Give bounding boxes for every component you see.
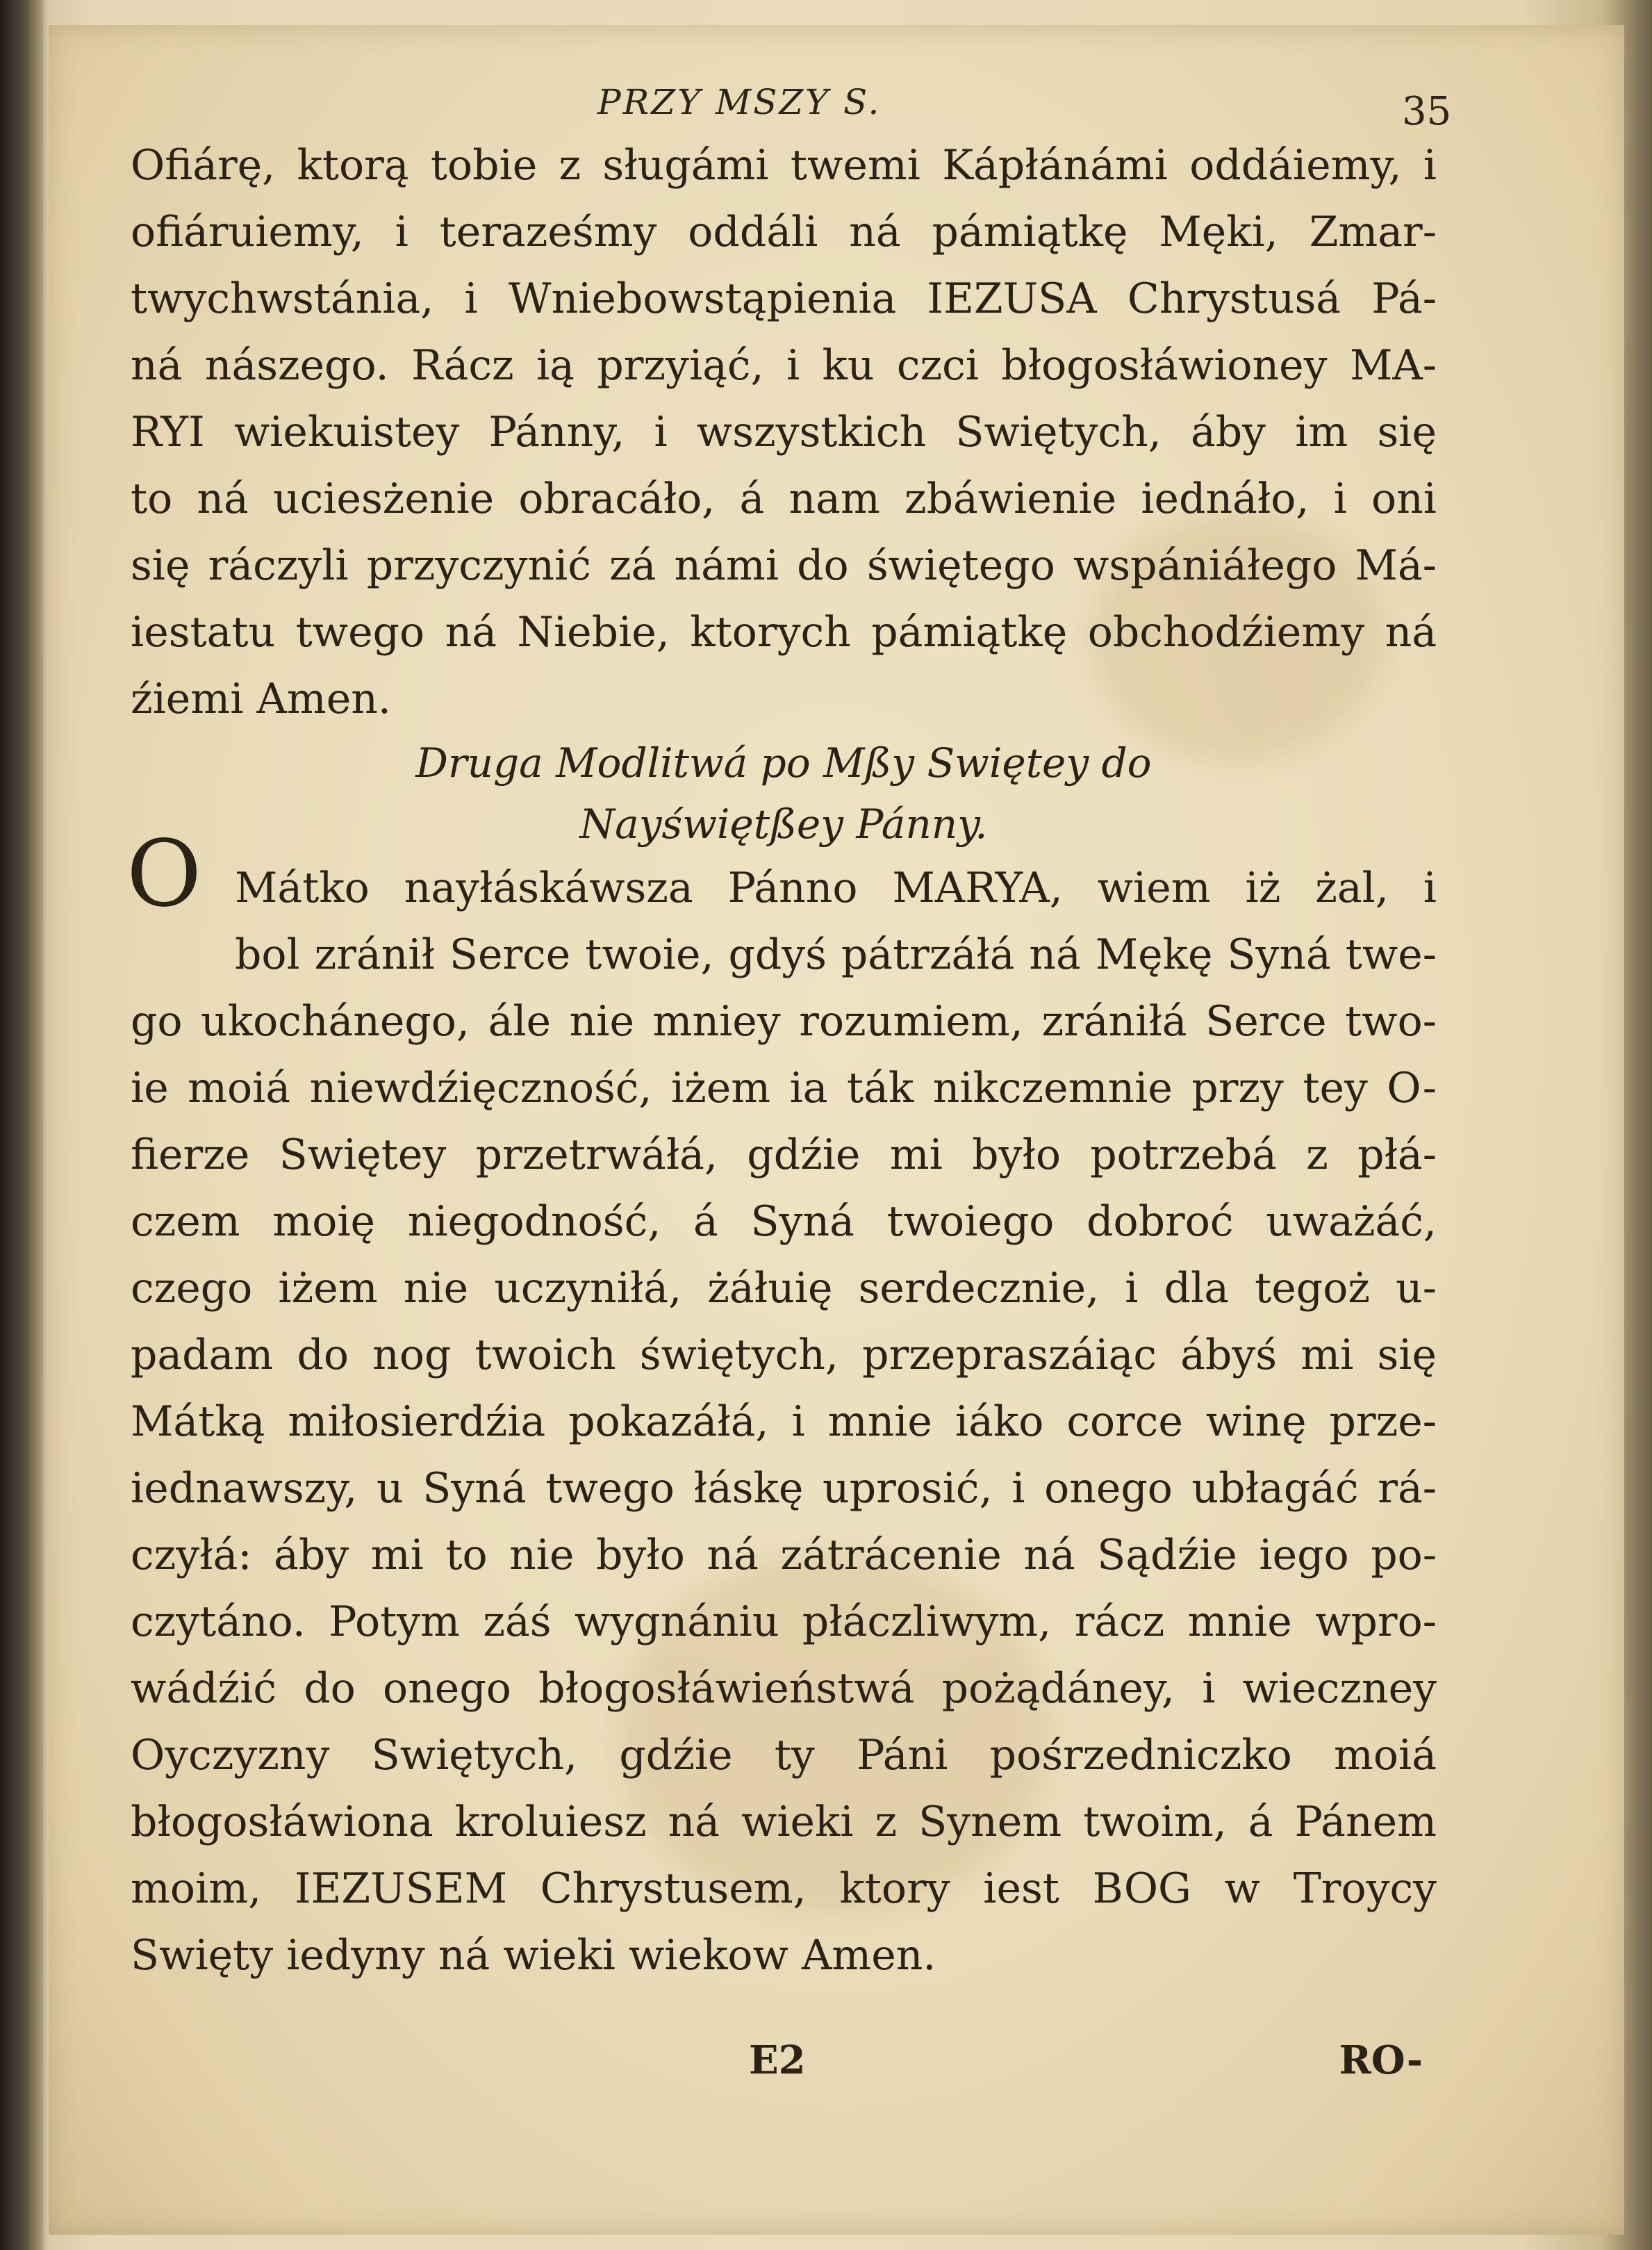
text-line: ie moiá niewdźięczność, iżem ia ták nikczemnie przy tey O-	[131, 1064, 1437, 1112]
text-line: twychwstánia, i Wniebowstąpienia IEZUSA Chrystusá Pá-	[131, 274, 1437, 323]
running-head: PRZY MSZY S.	[597, 82, 882, 122]
text-line: Mátko nayłáskáwsza Pánno MARYA, wiem iż żal, i	[235, 864, 1437, 912]
drop-cap: O	[126, 821, 202, 928]
text-line: iestatu twego ná Niebie, ktorych pámiątkę obchodźiemy ná	[131, 608, 1437, 657]
text-line: iednawszy, u Syná twego łáskę uprosić, i onego ubłagáć rá-	[131, 1464, 1437, 1513]
catchword: RO-	[1339, 2037, 1423, 2083]
text-line: Ofiárę, ktorą tobie z sługámi twemi Kápłánámi oddáiemy, i	[131, 141, 1437, 190]
text-line: ofiáruiemy, i teraześmy oddáli ná pámiątkę Męki, Zmar-	[131, 208, 1437, 256]
text-line: czem moię niegodność, á Syná twoiego dobroć uważáć,	[131, 1197, 1437, 1246]
page-number: 35	[1402, 89, 1452, 134]
text-line: źiemi Amen.	[131, 675, 391, 723]
text-line: fierze Swiętey przetrwáłá, gdźie mi było potrzebá z płá-	[131, 1131, 1437, 1179]
text-line: to ná uciesżenie obracáło, á nam zbáwienie iednáło, i oni	[131, 475, 1437, 523]
text-line: Mátką miłosierdźia pokazáłá, i mnie iáko corce winę prze-	[131, 1397, 1437, 1446]
previous-page-edge	[0, 0, 43, 2250]
signature-mark: E2	[749, 2037, 806, 2083]
prayer-heading: Nayświętßey Pánny.	[579, 800, 988, 848]
text-line: czyłá: áby mi to nie było ná zátrácenie ná Sądźie iego po-	[131, 1531, 1437, 1579]
text-line: moim, IEZUSEM Chrystusem, ktory iest BOG w Troycy	[131, 1864, 1437, 1913]
text-line: go ukochánego, ále nie mniey rozumiem, zrániłá Serce two-	[131, 997, 1437, 1046]
text-line: RYI wiekuistey Pánny, i wszystkich Swiętych, áby im się	[131, 408, 1437, 457]
text-line: padam do nog twoich świętych, przepraszáiąc ábyś mi się	[131, 1331, 1437, 1379]
page-text	[131, 132, 1437, 1989]
text-line: czytáno. Potym záś wygnániu płáczliwym, rácz mnie wpro-	[131, 1598, 1437, 1646]
text-line: błogosłáwiona kroluiesz ná wieki z Synem twoim, á Pánem	[131, 1798, 1437, 1846]
text-line: ná nászego. Rácz ią przyiąć, i ku czci błogosłáwioney MA-	[131, 341, 1437, 390]
text-line: się ráczyli przyczynić zá námi do świętego wspániáłego Má-	[131, 541, 1437, 590]
text-line: bol zránił Serce twoie, gdyś pátrzáłá ná Mękę Syná twe-	[235, 930, 1437, 979]
text-line: czego iżem nie uczyniłá, żáłuię serdecznie, i dla tegoż u-	[131, 1264, 1437, 1313]
prayer-heading: Druga Modlitwá po Mßy Swiętey do	[415, 739, 1152, 787]
text-line: Oyczyzny Swiętych, gdźie ty Páni pośrzedniczko moiá	[131, 1731, 1437, 1780]
text-line: wádźić do onego błogosłáwieństwá pożądáney, i wieczney	[131, 1664, 1437, 1713]
page-footer	[131, 2037, 1437, 2093]
text-line: Swięty iedyny ná wieki wiekow Amen.	[131, 1931, 936, 1980]
